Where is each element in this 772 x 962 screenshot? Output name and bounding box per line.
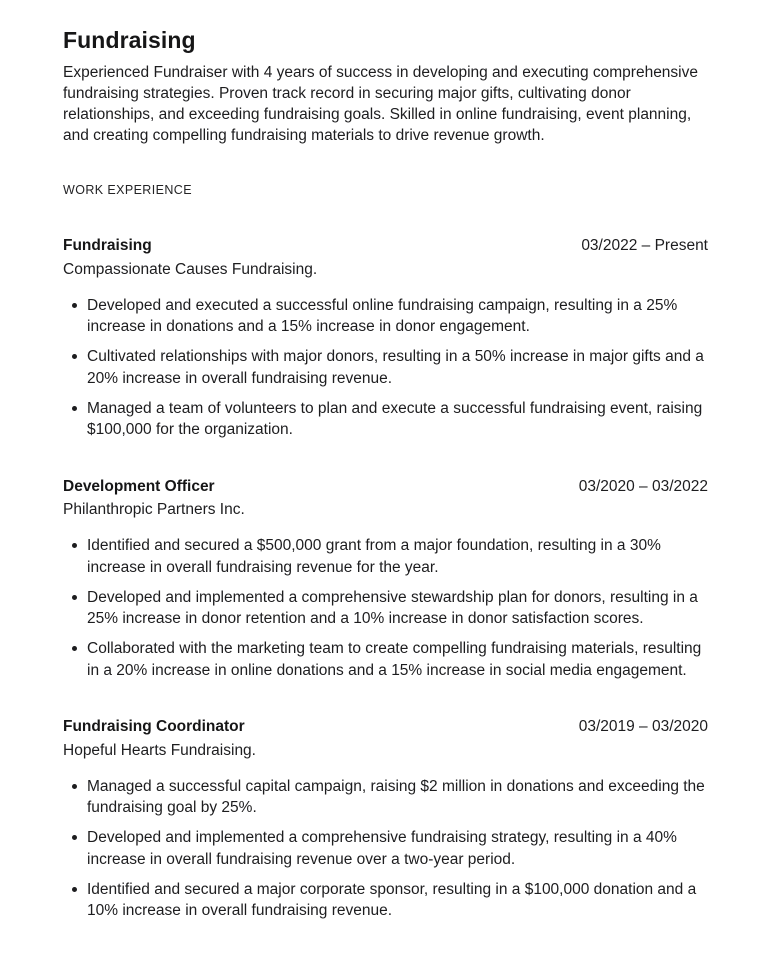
bullet-item: Developed and implemented a comprehensive stewardship plan for donors, resulting in a 25% increase in donor retention and a 10% increase in donor satisfaction scores. [63, 587, 708, 630]
job-entry [63, 235, 708, 441]
summary-text: Experienced Fundraiser with 4 years of success in developing and executing comprehensive fundraising strategies. Proven track record in securing major gifts, cultivating donor relationships, and exceeding fundraising goals. Skilled in online fundraising, event planning, and creating compelling fundraising materials to drive revenue growth. [63, 64, 698, 145]
bullet-item: Developed and executed a successful online fundraising campaign, resulting in a 25% increase in donations and a 15% increase in donor engagement. [63, 295, 708, 338]
job-dates: 03/2019 – 03/2020 [578, 718, 708, 736]
bullet-item: Managed a team of volunteers to plan and execute a successful fundraising event, raising $100,000 for the organization. [63, 398, 708, 441]
bullet-item: Collaborated with the marketing team to create compelling fundraising materials, resulting in a 20% increase in online donations and a 15% increase in social media engagement. [63, 638, 708, 681]
job-entry [63, 476, 708, 682]
job-title: Development Officer [63, 477, 215, 495]
job-company: Philanthropic Partners Inc. [63, 501, 245, 519]
job-bullets [63, 776, 708, 922]
job-title: Fundraising Coordinator [63, 718, 245, 736]
job-header-row [63, 235, 708, 256]
bullet-item: Developed and implemented a comprehensive fundraising strategy, resulting in a 40% increase in overall fundraising revenue over a two-year period. [63, 827, 708, 870]
job-dates: 03/2020 – 03/2022 [578, 477, 708, 495]
job-bullets [63, 295, 708, 441]
job-bullets [63, 535, 708, 681]
job-header-row [63, 476, 708, 497]
job-company: Hopeful Hearts Fundraising. [63, 741, 256, 759]
bullet-item: Managed a successful capital campaign, raising $2 million in donations and exceeding the fundraising goal by 25%. [63, 776, 708, 819]
job-title: Fundraising [63, 237, 152, 255]
job-entry [63, 716, 708, 922]
job-dates: 03/2022 – Present [581, 237, 708, 255]
bullet-item: Identified and secured a $500,000 grant from a major foundation, resulting in a 30% increase in overall fundraising revenue for the year. [63, 535, 708, 578]
job-company: Compassionate Causes Fundraising. [63, 260, 318, 278]
work-experience-section [63, 235, 708, 922]
resume-title: Fundraising [63, 27, 196, 53]
job-header-row [63, 716, 708, 737]
work-experience-heading: WORK EXPERIENCE [63, 183, 192, 198]
bullet-item: Cultivated relationships with major donors, resulting in a 50% increase in major gifts and a 20% increase in overall fundraising revenue. [63, 346, 708, 389]
bullet-item: Identified and secured a major corporate sponsor, resulting in a $100,000 donation and a 10% increase in overall fundraising revenue. [63, 879, 708, 922]
